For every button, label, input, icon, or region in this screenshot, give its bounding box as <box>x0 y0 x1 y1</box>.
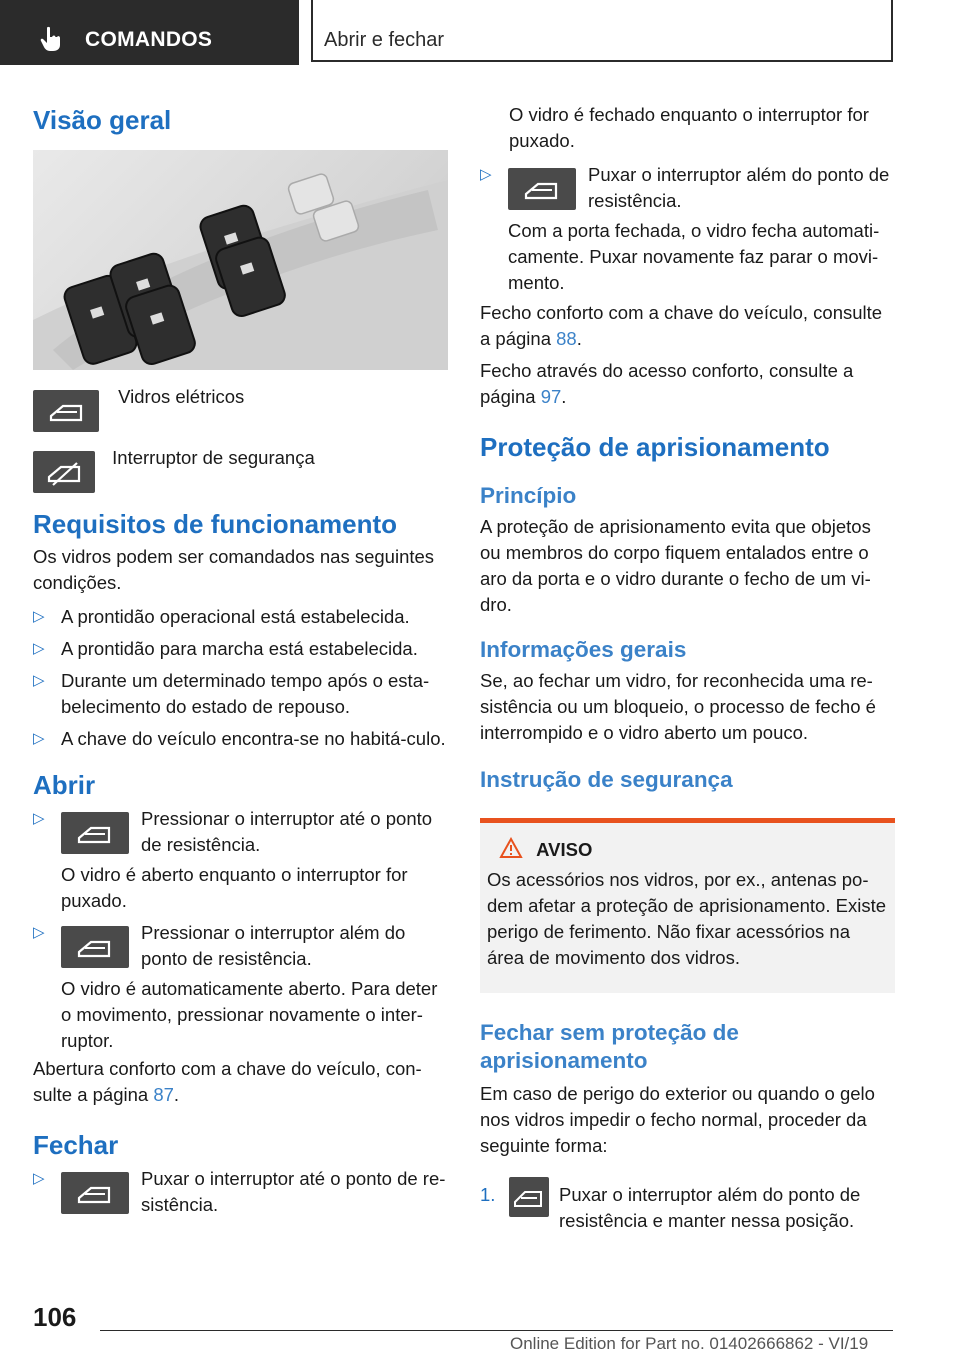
list-item: ▷ A chave do veículo encontra-se no habitá-culo. <box>33 728 446 749</box>
principle-text: A proteção de aprisionamento evita que objetos ou membros do corpo fiquem entalados entre o aro da porta e o vidro durante o fecho de um vi-dro. <box>480 516 871 615</box>
general-info-text: Se, ao fechar um vidro, for reconhecida uma re-sistência ou um bloqueio, o processo de fecho é interrompido e o vidro aberto um pouco. <box>480 670 876 743</box>
icon-label: Interruptor de segurança <box>112 447 315 468</box>
list-item: ▷ A prontidão operacional está estabelecida. <box>33 606 410 627</box>
list-item: ▷ Durante um determinado tempo após o esta-belecimento do estado de repouso. <box>33 670 430 717</box>
window-icon <box>508 168 576 210</box>
close-without-pinch-heading: Fechar sem proteção de aprisionamento <box>480 1020 739 1073</box>
requirements-intro: Os vidros podem ser comandados nas seguintes condições. <box>33 546 435 593</box>
topic-label: Abrir e fechar <box>324 29 445 51</box>
window-lock-icon <box>33 451 95 493</box>
footer-divider <box>100 1330 893 1331</box>
open-comfort-note: Abertura conforto com a chave do veículo, con-sulte a página 87. <box>33 1058 422 1105</box>
page-link[interactable]: 87 <box>153 1084 174 1105</box>
window-switch-photo <box>33 150 448 370</box>
page-link[interactable]: 97 <box>540 386 562 407</box>
step-1: 1. Puxar o interruptor além do ponto de resistência e manter nessa posição. <box>480 1177 895 1229</box>
window-icon <box>61 812 129 854</box>
page-number: 106 <box>33 1302 77 1332</box>
close-step-2: ▷ Puxar o interruptor além do ponto de resistência. Com a porta fechada, o vidro fecha automati-camente. Puxar novamente faz parar o movi-mento. <box>480 164 890 293</box>
close-step-1-follow: O vidro é fechado enquanto o interruptor for puxado. <box>509 104 869 151</box>
warning-triangle-icon <box>499 837 523 859</box>
page-link[interactable]: 88 <box>556 328 577 349</box>
warning-header <box>487 837 887 863</box>
open-step-2: ▷ Pressionar o interruptor além do ponto de resistência. O vidro é automaticamente aberto. Para deter o movimento, pressionar novamente o inter-ruptor. <box>33 922 438 1051</box>
section-label: COMANDOS <box>85 28 213 51</box>
edition-note: Online Edition for Part no. 01402666862 - VI/19 <box>510 1334 869 1353</box>
window-icon <box>61 1172 129 1214</box>
close-comfort-key-note: Fecho conforto com a chave do veículo, consulte a página 88. <box>480 302 883 349</box>
door-panel-illustration <box>33 150 448 370</box>
close-comfort-access-note: Fecho através do acesso conforto, consulte a página 97. <box>480 360 854 407</box>
warning-text: Os acessórios nos vidros, por ex., antenas po-dem afetar a proteção de aprisionamento. Existe perigo de ferimento. Não fixar acessórios na área de movimento dos vidros. <box>487 869 887 968</box>
icon-label: Vidros elétricos <box>118 386 245 407</box>
general-info-heading: Informações gerais <box>480 637 687 662</box>
close-without-pinch-intro: Em caso de perigo do exterior ou quando o gelo nos vidros impedir o fecho normal, proceder da seguinte forma: <box>480 1083 875 1156</box>
left-column <box>33 100 448 1218</box>
overview-heading: Visão geral <box>33 105 172 135</box>
safety-heading: Instrução de segurança <box>480 767 733 792</box>
step-number: 1. <box>480 1184 496 1205</box>
warning-label: AVISO <box>536 839 593 860</box>
close-heading: Fechar <box>33 1130 119 1160</box>
right-column <box>480 102 895 1229</box>
window-icon <box>33 390 99 432</box>
icon-row-power-windows <box>33 386 448 438</box>
principle-heading: Princípio <box>480 483 577 508</box>
hand-pointer-icon <box>40 26 62 52</box>
open-step-1: ▷ Pressionar o interruptor até o ponto de resistência. O vidro é aberto enquanto o interruptor for puxado. <box>33 808 433 911</box>
requirements-list <box>33 604 448 752</box>
open-heading: Abrir <box>33 770 96 800</box>
close-step-1: ▷ Puxar o interruptor até o ponto de re-sistência. <box>33 1168 446 1215</box>
window-icon <box>61 926 129 968</box>
warning-box <box>480 818 895 993</box>
list-item: ▷ A prontidão para marcha está estabelecida. <box>33 638 418 659</box>
pinch-protection-heading: Proteção de aprisionamento <box>480 432 830 462</box>
requirements-heading: Requisitos de funcionamento <box>33 509 398 539</box>
window-icon <box>509 1177 549 1217</box>
icon-row-safety-switch <box>33 447 448 499</box>
